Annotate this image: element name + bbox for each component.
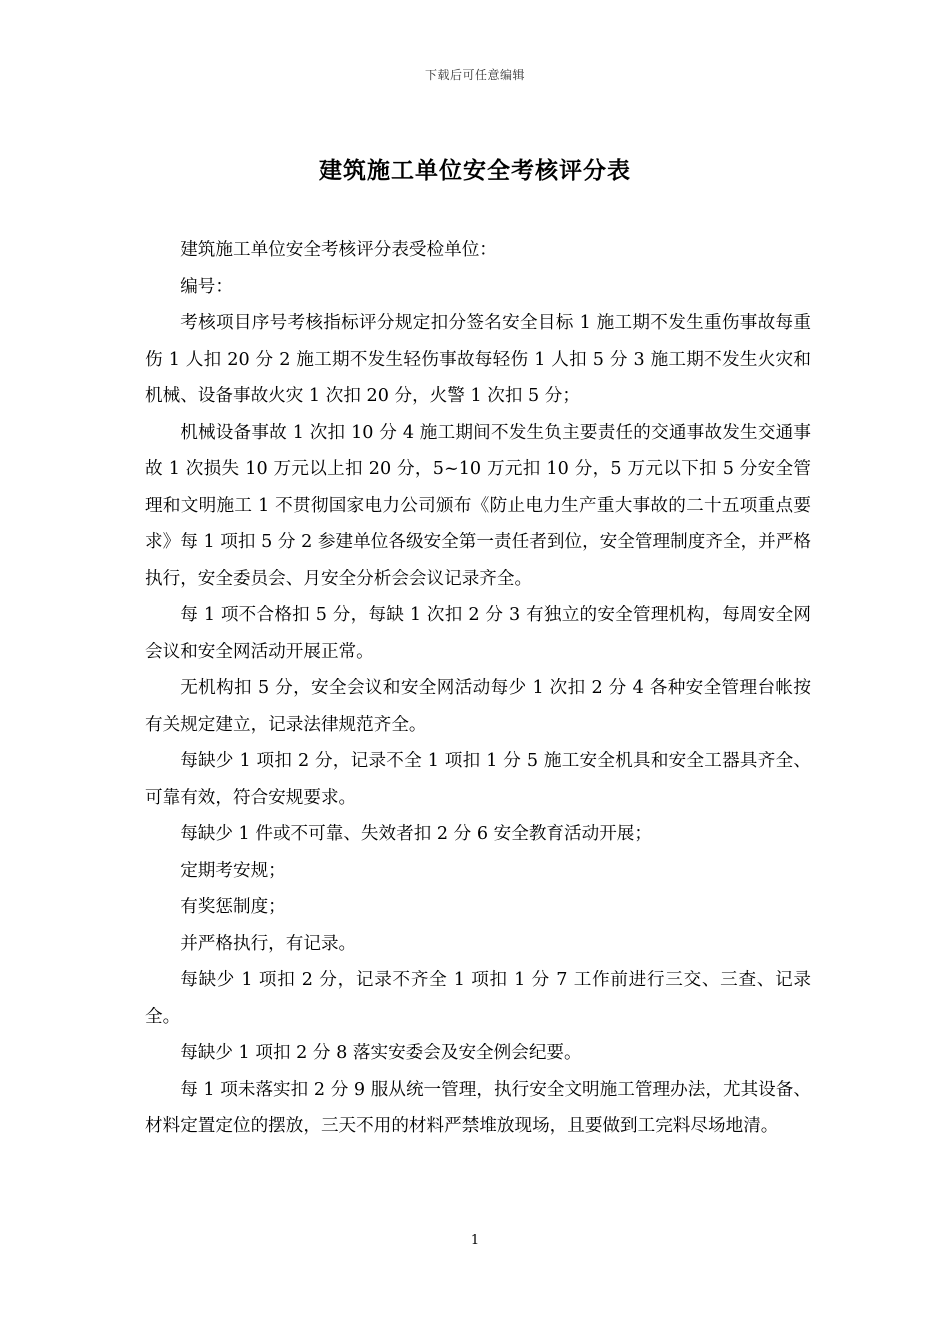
page-number: 1 [470,1233,480,1248]
paragraph-pre-work-checks: 每缺少 1 项扣 2 分，记录不齐全 1 项扣 1 分 7 工作前进行三交、三查、记录全。 [145,970,811,1027]
document-title: 建筑施工单位安全考核评分表 [319,157,631,184]
paragraph-site-management: 每 1 项未落实扣 2 分 9 服从统一管理，执行安全文明施工管理办法，尤其设备、材料定置定位的摆放，三天不用的材料严禁堆放现场，且要做到工完料尽场地清。 [145,1079,811,1136]
paragraph-safety-education: 每缺少 1 件或不可靠、失效者扣 2 分 6 安全教育活动开展； [180,824,652,844]
paragraph-regular-exam: 定期考安规； [180,860,286,881]
paragraph-serial-number: 编号： [180,276,233,297]
paragraph-committee-minutes: 每缺少 1 项扣 2 分 8 落实安委会及安全例会纪要。 [180,1043,582,1063]
paragraph-management-ledger: 无机构扣 5 分，安全会议和安全网活动每少 1 次扣 2 分 4 各种安全管理台帐按有关规定建立，记录法律规范齐全。 [145,678,811,735]
paragraph-safety-tools: 每缺少 1 项扣 2 分，记录不全 1 项扣 1 分 5 施工安全机具和安全工器具齐全、可靠有效，符合安规要求。 [145,751,811,808]
page-header-note: 下载后可任意编辑 [424,68,525,82]
paragraph-safety-organization: 每 1 项不合格扣 5 分，每缺 1 次扣 2 分 3 有独立的安全管理机构，每周安全网会议和安全网活动开展正常。 [145,605,811,662]
paragraph-equipment-accidents: 机械设备事故 1 次扣 10 分 4 施工期间不发生负主要责任的交通事故发生交通事故 1 次损失 10 万元以上扣 20 分，5~10 万元扣 10 分，5 万元以下扣 5 分安全管理和文明施工 1 不贯彻国家电力公司颁布《防止电力生产重大事故的二十五项重点要求》每 1 项扣 5 分 2 参建单位各级安全第一责任者到位，安全管理制度齐全，并严格执行，安全委员会、月安全分析会会议记录齐全。 [145,422,811,589]
paragraph-reward-system: 有奖惩制度； [180,897,286,917]
paragraph-inspected-unit: 建筑施工单位安全考核评分表受检单位： [180,240,497,260]
paragraph-safety-targets: 考核项目序号考核指标评分规定扣分签名安全目标 1 施工期不发生重伤事故每重伤 1 人扣 20 分 2 施工期不发生轻伤事故每轻伤 1 人扣 5 分 3 施工期不发生火灾和机械、设备事故火灾 1 次扣 20 分，火警 1 次扣 5 分； [145,313,811,406]
document-body [145,232,811,1145]
paragraph-strict-execution: 并严格执行，有记录。 [180,933,357,954]
